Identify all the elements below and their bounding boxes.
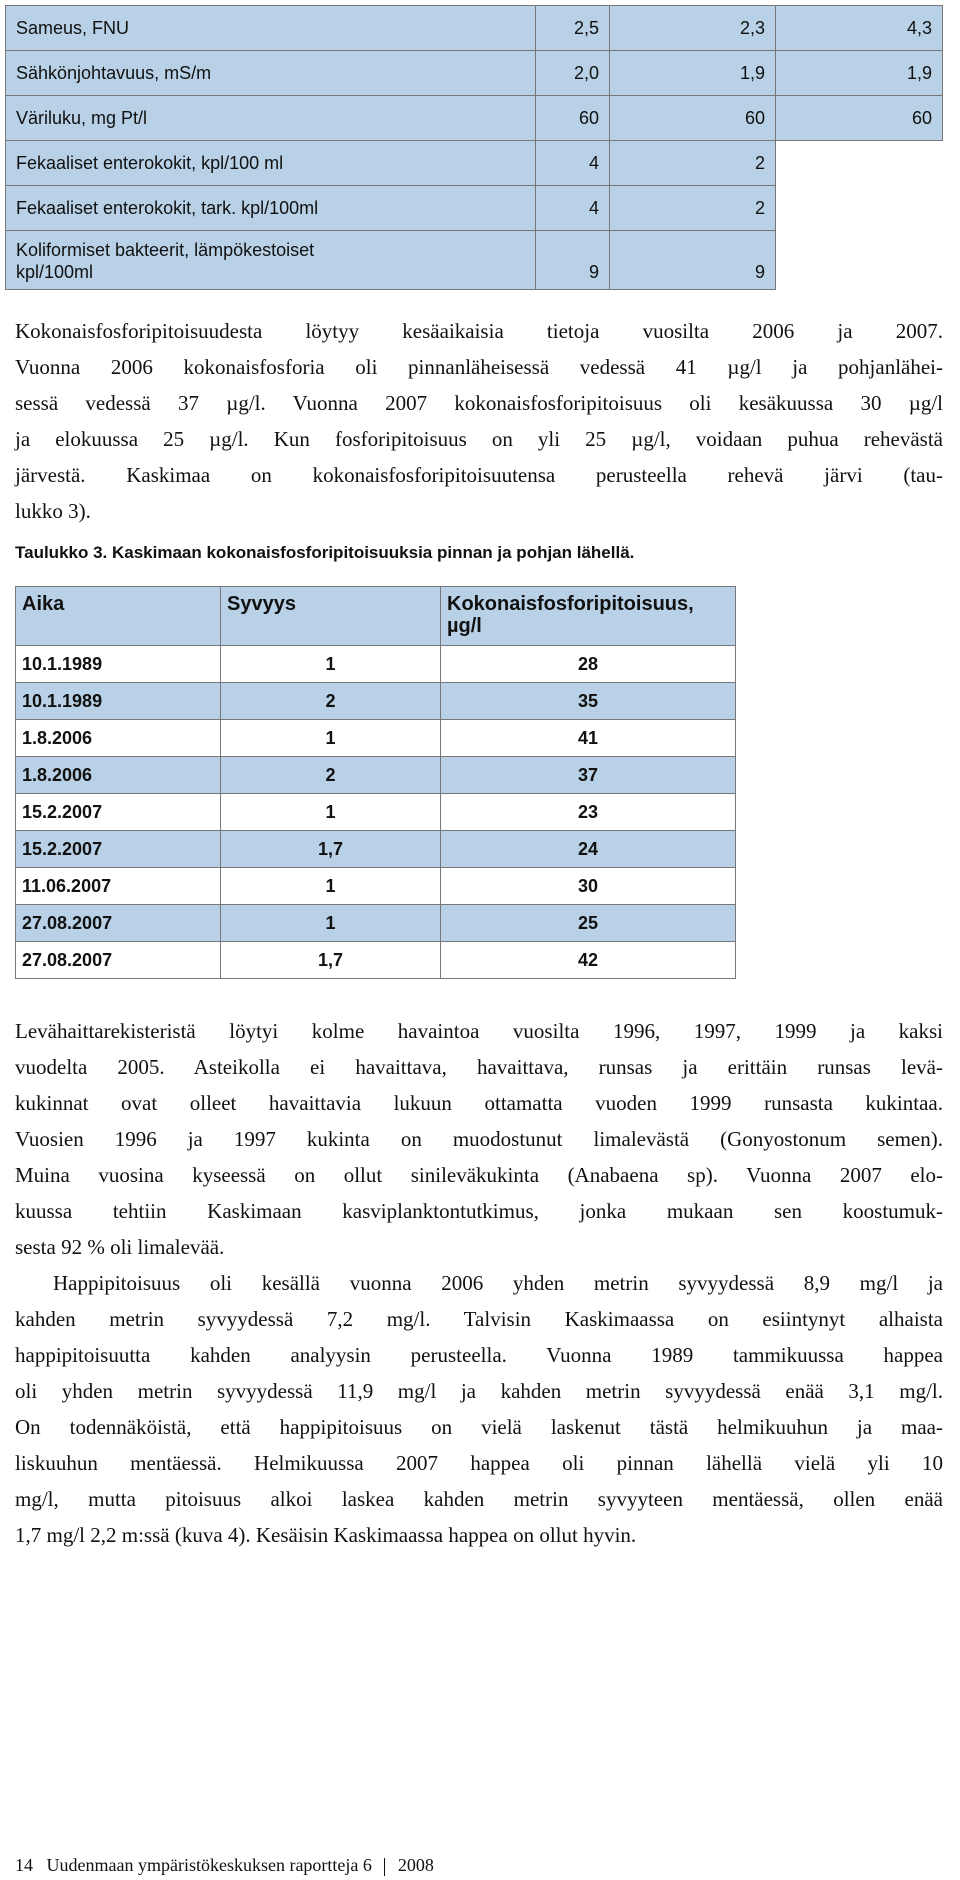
table-cell: 60 [536,96,610,141]
column-header: Kokonaisfosforipitoisuus, µg/l [441,587,736,646]
table-cell: 1,9 [610,51,776,96]
table-cell: 15.2.2007 [16,794,221,831]
table-row [16,646,736,683]
table-cell: 2 [610,186,776,231]
table-cell: 1 [221,905,441,942]
table-row [6,96,943,141]
table-caption: Taulukko 3. Kaskimaan kokonaisfosforipitoisuuksia pinnan ja pohjan lähellä. [15,543,635,562]
text-line: kukinnat ovat olleet havaittavia lukuun ottamatta vuoden 1999 runsasta kukintaa. [15,1091,943,1115]
table-cell: 4,3 [776,6,943,51]
text-line: Muina vuosina kyseessä on ollut sinileväkukinta (Anabaena sp). Vuonna 2007 elo- [15,1163,943,1187]
publication-year: 2008 [397,1855,434,1875]
table-cell: 27.08.2007 [16,905,221,942]
paragraph-algae [15,1013,943,1265]
text-line: Kokonaisfosforipitoisuudesta löytyy kesäaikaisia tietoja vuosilta 2006 ja 2007. [15,319,943,343]
table-row [16,868,736,905]
text-line: sesta 92 % oli limalevää. [15,1235,225,1259]
table-row [16,720,736,757]
table-cell: 1,7 [221,942,441,979]
table-cell: 1.8.2006 [16,757,221,794]
parameter-label: Fekaaliset enterokokit, tark. kpl/100ml [6,186,536,231]
footer-divider [384,1858,385,1876]
table-cell: 4 [536,141,610,186]
table-cell: 1 [221,720,441,757]
table-cell: 1,9 [776,51,943,96]
paragraph-phosphorus [15,313,943,529]
table-cell: 35 [441,683,736,720]
table-row [16,757,736,794]
table-cell: 2 [610,141,776,186]
table-cell: 1 [221,646,441,683]
table-row [6,6,943,51]
table-cell: 10.1.1989 [16,646,221,683]
table-row [16,942,736,979]
table-row [16,683,736,720]
text-line: Happipitoisuus oli kesällä vuonna 2006 yhden metrin syvyydessä 8,9 mg/l ja [53,1271,943,1295]
table-cell: 2 [221,757,441,794]
table-cell: 42 [441,942,736,979]
table-row [6,186,943,231]
paragraph-oxygen [15,1265,943,1553]
table-cell: 2,0 [536,51,610,96]
table-cell: 60 [610,96,776,141]
text-line: kuussa tehtiin Kaskimaan kasviplanktontutkimus, jonka mukaan sen koostumuk- [15,1199,943,1223]
text-line: kahden metrin syvyydessä 7,2 mg/l. Talvisin Kaskimaassa on esiintynyt alhaista [15,1307,943,1331]
text-line: vuodelta 2005. Asteikolla ei havaittava, havaittava, runsas ja erittäin runsas levä- [15,1055,943,1079]
text-line: happipitoisuutta kahden analyysin perusteella. Vuonna 1989 tammikuussa happea [15,1343,943,1367]
column-header: Aika [16,587,221,646]
publication-title: Uudenmaan ympäristökeskuksen raportteja 6 [46,1855,372,1875]
parameter-label: Sameus, FNU [6,6,536,51]
table-row [16,905,736,942]
text-line: Vuonna 2006 kokonaisfosforia oli pinnanläheisessä vedessä 41 µg/l ja pohjanlähei- [15,355,943,379]
table-cell: 1 [221,868,441,905]
table-cell: 37 [441,757,736,794]
page-footer [15,1855,434,1876]
table-header-row [16,587,736,646]
table-cell: 23 [441,794,736,831]
empty-cell [776,141,943,186]
table-cell: 30 [441,868,736,905]
phosphorus-table [15,586,736,979]
table-cell: 10.1.1989 [16,683,221,720]
text-line: sessä vedessä 37 µg/l. Vuonna 2007 kokonaisfosforipitoisuus oli kesäkuussa 30 µg/l [15,391,943,415]
table-cell: 9 [536,231,610,290]
parameter-label: Väriluku, mg Pt/l [6,96,536,141]
text-line: Vuosien 1996 ja 1997 kukinta on muodostunut limalevästä (Gonyostonum semen). [15,1127,943,1151]
parameter-label: Sähkönjohtavuus, mS/m [6,51,536,96]
table-cell: 9 [610,231,776,290]
table-cell: 4 [536,186,610,231]
table-cell: 60 [776,96,943,141]
table-row [6,141,943,186]
parameter-label [6,231,536,290]
parameter-label: Fekaaliset enterokokit, kpl/100 ml [6,141,536,186]
table-cell: 25 [441,905,736,942]
table-cell: 41 [441,720,736,757]
table-cell: 27.08.2007 [16,942,221,979]
label-line: kpl/100ml [16,262,94,282]
water-quality-table [5,5,943,290]
table-cell: 28 [441,646,736,683]
page-number: 14 [15,1855,33,1875]
table-cell: 2,5 [536,6,610,51]
empty-cell [776,186,943,231]
label-line: Koliformiset bakteerit, lämpökestoiset [16,240,315,260]
table-row [16,831,736,868]
table-row [16,794,736,831]
text-line: Levähaittarekisteristä löytyi kolme havaintoa vuosilta 1996, 1997, 1999 ja kaksi [15,1019,943,1043]
table-row [6,231,943,290]
table-cell: 2 [221,683,441,720]
table-cell: 1.8.2006 [16,720,221,757]
table-cell: 11.06.2007 [16,868,221,905]
empty-cell [776,231,943,290]
table-cell: 1 [221,794,441,831]
text-line: lukko 3). [15,499,91,523]
text-line: liskuuhun mentäessä. Helmikuussa 2007 happea oli pinnan lähellä vielä yli 10 [15,1451,943,1475]
text-line: On todennäköistä, että happipitoisuus on vielä laskenut tästä helmikuuhun ja maa- [15,1415,943,1439]
table-row [6,51,943,96]
table-cell: 2,3 [610,6,776,51]
table-cell: 15.2.2007 [16,831,221,868]
text-line: mg/l, mutta pitoisuus alkoi laskea kahden metrin syvyyteen mentäessä, ollen enää [15,1487,943,1511]
text-line: ja elokuussa 25 µg/l. Kun fosforipitoisuus on yli 25 µg/l, voidaan puhua rehevästä [15,427,943,451]
text-line: 1,7 mg/l 2,2 m:ssä (kuva 4). Kesäisin Kaskimaassa happea on ollut hyvin. [15,1523,637,1547]
table-cell: 24 [441,831,736,868]
text-line: oli yhden metrin syvyydessä 11,9 mg/l ja kahden metrin syvyydessä enää 3,1 mg/l. [15,1379,943,1403]
column-header: Syvyys [221,587,441,646]
table-cell: 1,7 [221,831,441,868]
text-line: järvestä. Kaskimaa on kokonaisfosforipitoisuutensa perusteella rehevä järvi (tau- [15,463,943,487]
